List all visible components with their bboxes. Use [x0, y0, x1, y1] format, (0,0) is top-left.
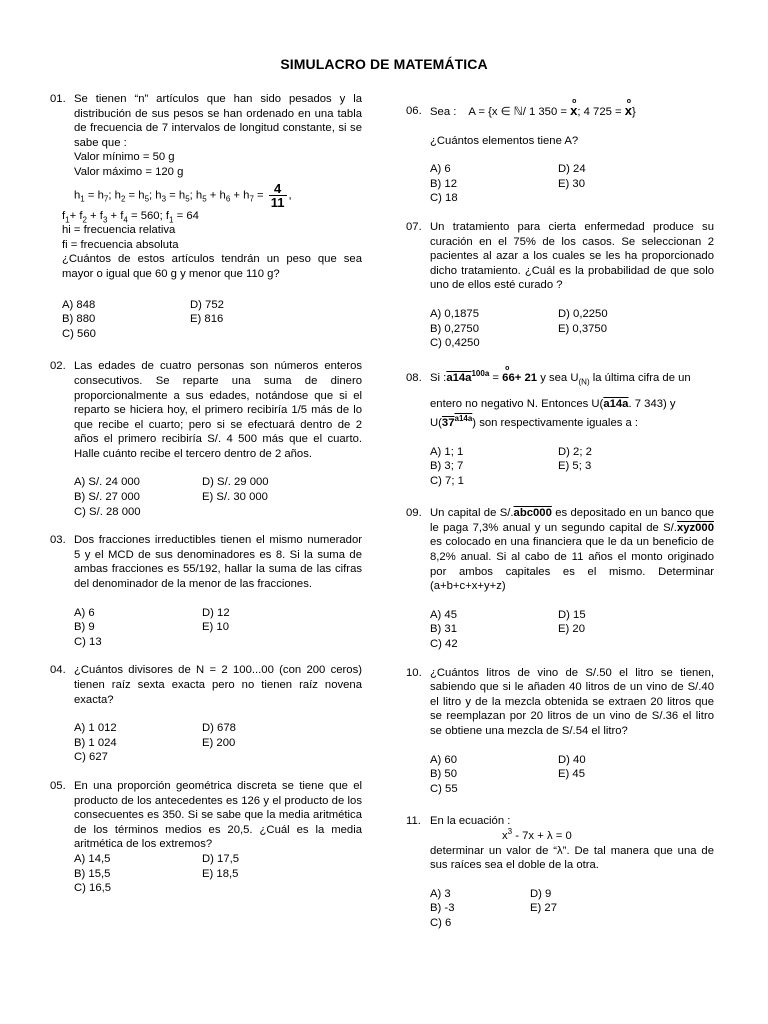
- question-number: 06.: [406, 105, 422, 117]
- question-01: [50, 92, 362, 341]
- option-d[interactable]: D) 12: [202, 606, 230, 619]
- question-lead: En la ecuación :: [430, 815, 511, 828]
- question-text: En una proporción geométrica discreta se tiene que el producto de los antecedentes es 126 y el producto de los consecuentes es 350. Si se sabe que la media aritmética de los términos medios es 20,5. ¿Cuál es la media aritmética de los extremos?: [74, 779, 362, 851]
- option-d[interactable]: D) S/. 29 000: [202, 476, 269, 489]
- question-06: [406, 104, 714, 206]
- option-b[interactable]: B) 9: [74, 621, 95, 634]
- option-d[interactable]: D) 24: [558, 163, 586, 176]
- option-c[interactable]: C) 55: [430, 782, 458, 795]
- option-e[interactable]: E) 27: [530, 902, 558, 915]
- question-text: determinar un valor de “λ”. De tal manera que una de sus raíces sea el doble de la otra.: [430, 844, 714, 872]
- answer-options: [430, 162, 714, 206]
- question-02: [50, 359, 362, 519]
- capital-xyz: xyz000: [676, 521, 714, 534]
- hi-definition: hi = frecuencia relativa: [62, 224, 176, 237]
- option-b[interactable]: B) 50: [430, 768, 458, 781]
- question-number: 03.: [50, 534, 66, 547]
- option-c[interactable]: C) 6: [430, 916, 452, 929]
- option-e[interactable]: E) 5; 3: [558, 460, 592, 473]
- option-c[interactable]: C) 7; 1: [430, 474, 464, 487]
- option-a[interactable]: A) 45: [430, 608, 458, 621]
- option-a[interactable]: A) S/. 24 000: [74, 476, 140, 489]
- option-a[interactable]: A) 848: [62, 298, 96, 311]
- option-e[interactable]: E) 200: [202, 736, 236, 749]
- question-05: [50, 779, 362, 896]
- page-title: SIMULACRO DE MATEMÁTICA: [280, 56, 488, 72]
- answer-options: [430, 608, 714, 652]
- option-d[interactable]: D) 678: [202, 722, 236, 735]
- question-line-1: Si $:a14a^{100a} = o$ 66+ 21 y sea $U_{(N)}$ la última cifra de un: [430, 371, 714, 386]
- option-b[interactable]: B) 880: [62, 313, 96, 326]
- answer-options: [74, 475, 362, 519]
- question-text: Dos fracciones irreductibles tienen el mismo numerador 5 y el MCD de sus denominadores es 8. Si la suma de ambas fracciones es 55/192, hallar la suma de las cifras del denominador de la menor de las fracciones.: [74, 534, 362, 591]
- option-b[interactable]: B) 1 024: [74, 736, 117, 749]
- question-number: 05.: [50, 779, 66, 792]
- capital-abc: abc000: [513, 507, 552, 520]
- option-d[interactable]: D) 2; 2: [558, 445, 592, 458]
- answer-options: [430, 307, 714, 351]
- option-b[interactable]: B) 15,5: [74, 867, 111, 880]
- question-08: [406, 368, 714, 489]
- question-11: [406, 814, 714, 930]
- option-a[interactable]: A) 14,5: [74, 852, 111, 865]
- answer-options: [74, 606, 362, 650]
- question-number: 08.: [406, 371, 422, 384]
- option-c[interactable]: C) 16,5: [74, 882, 112, 895]
- option-c[interactable]: C) 42: [430, 638, 458, 651]
- option-e[interactable]: E) 10: [202, 621, 230, 634]
- question-number: 04.: [50, 664, 66, 677]
- option-b[interactable]: B) 31: [430, 623, 458, 636]
- question-number: 02.: [50, 360, 66, 373]
- question-text: Las edades de cuatro personas son números enteros consecutivos. Se reparte una suma de dinero proporcionalmente a sus edades, notándose que si el reparto se hiciera hoy, el primero recibiría 1/5 más de lo que recibe el cuarto; pero si se efectuará dentro de 2 años el primero recibiría S/. 4 500 más que el cuarto. Halle cuánto recibe el tercero dentro de 2 años.: [74, 360, 362, 460]
- question-text: ¿Cuántos divisores de N = 2 100...00 (con 200 ceros) tienen raíz sexta exacta pero no tienen raíz novena exacta?: [74, 664, 362, 706]
- h-relation: $h_1 = h_7$; $h_2 = h_5$; $h_3 = h_5$; $h_5 + h_6 + h_7$ = $\frac{4}{11}$ ,: [74, 180, 292, 210]
- right-column: [406, 92, 714, 931]
- question-07: [406, 220, 714, 351]
- answer-options: [430, 887, 714, 931]
- option-b[interactable]: B) 3; 7: [430, 460, 464, 473]
- question-04: [50, 663, 362, 765]
- option-e[interactable]: E) 816: [190, 313, 224, 326]
- question-10: [406, 666, 714, 797]
- question-set: Sea : A = {x ∈ ℕ/ 1 350 = o x; 4 725 = o x}: [430, 104, 714, 120]
- option-c[interactable]: C) 0,4250: [430, 337, 480, 350]
- option-b[interactable]: B) -3: [430, 902, 455, 915]
- answer-options: [74, 852, 362, 896]
- option-a[interactable]: A) 1 012: [74, 722, 117, 735]
- option-b[interactable]: B) 0,2750: [430, 322, 479, 335]
- option-e[interactable]: E) 0,3750: [558, 322, 607, 335]
- option-a[interactable]: A) 0,1875: [430, 307, 479, 320]
- question-number: 09.: [406, 507, 422, 520]
- question-number: 11.: [406, 815, 421, 828]
- answer-options: [62, 298, 362, 342]
- option-d[interactable]: D) 17,5: [202, 852, 240, 865]
- equation: $x^3 - 7x + \lambda = 0$: [502, 827, 572, 842]
- question-ask: ¿Cuántos elementos tiene A?: [430, 134, 579, 147]
- option-a[interactable]: A) 3: [430, 887, 451, 900]
- option-a[interactable]: A) 60: [430, 753, 458, 766]
- option-e[interactable]: E) 45: [558, 768, 586, 781]
- option-d[interactable]: D) 15: [558, 608, 586, 621]
- option-e[interactable]: E) S/. 30 000: [202, 491, 268, 504]
- question-line-3: $U(37^{a14a})$ son respectivamente iguales a :: [430, 414, 639, 429]
- question-line-2: entero no negativo N. Entonces U(a14a. 7 343) y: [430, 398, 676, 411]
- option-d[interactable]: D) 9: [530, 887, 552, 900]
- option-a[interactable]: A) 6: [74, 606, 95, 619]
- question-text: Un tratamiento para cierta enfermedad produce su curación en el 75% de los casos. Se seleccionan 2 pacientes al azar a los cuales se les ha proporcionado dicho tratamiento. ¿Cuál es la probabilidad de que solo uno de ellos esté curado ?: [430, 220, 714, 292]
- question-ask: ¿Cuántos de estos artículos tendrán un peso que sea mayor o igual que 60 g y menor que 110 g?: [62, 253, 362, 280]
- option-c[interactable]: C) 18: [430, 192, 458, 205]
- option-c[interactable]: C) 560: [62, 327, 96, 340]
- question-09: [406, 506, 714, 651]
- option-d[interactable]: D) 752: [190, 298, 224, 311]
- question-number: 01.: [50, 93, 66, 105]
- fraction: $\frac{4}{11}$: [270, 180, 285, 210]
- min-value: Valor mínimo = 50 g: [74, 151, 175, 164]
- base-x: o x: [570, 104, 577, 119]
- answer-options: [74, 721, 362, 765]
- question-03: [50, 533, 362, 649]
- option-b[interactable]: B) S/. 27 000: [74, 491, 140, 504]
- option-b[interactable]: B) 12: [430, 177, 458, 190]
- option-e[interactable]: E) 20: [558, 623, 586, 636]
- option-c[interactable]: C) 627: [74, 751, 108, 764]
- option-a[interactable]: A) 1; 1: [430, 445, 464, 458]
- option-e[interactable]: E) 18,5: [202, 867, 239, 880]
- option-c[interactable]: C) 13: [74, 635, 102, 648]
- answer-options: [430, 753, 714, 797]
- question-text: ¿Cuántos litros de vino de S/.50 el litro se tienen, sabiendo que si le añaden 40 litros de un vino de S/.40 el litro y de la mezcla obtenida se extraen 20 litros que se reemplazan por 20 litros de un vino de S/.36 el litro se obtiene una mezcla de S/.54 el litro?: [430, 666, 714, 737]
- fi-definition: fi = frecuencia absoluta: [62, 238, 179, 251]
- question-text: Se tienen “n” artículos que han sido pesados y la distribución de sus pesos se han ordenado en una tabla de frecuencia de 7 intervalos de longitud constante, si se sabe que :: [74, 93, 362, 149]
- option-d[interactable]: D) 40: [558, 753, 586, 766]
- option-d[interactable]: D) 0,2250: [558, 307, 608, 320]
- base-x: o x: [625, 104, 632, 119]
- max-value: Valor máximo = 120 g: [74, 165, 184, 178]
- f-relation: $f_1+ f_2 + f_3 + f_4 = 560$; $f_1 = 64$: [62, 209, 199, 224]
- question-number: 10.: [406, 666, 422, 679]
- option-e[interactable]: E) 30: [558, 177, 586, 190]
- left-column: [50, 92, 362, 896]
- question-text: Un capital de S/.abc000 es depositado en un banco que le paga 7,3% anual y un segundo capital de S/.xyz000 es colocado en una financiera que le da un beneficio de 8,2% anual. Si al cabo de 11 años el monto originado por ambos capitales es el mismo. Determinar (a+b+c+x+y+z): [430, 507, 714, 593]
- answer-options: [430, 445, 714, 489]
- option-a[interactable]: A) 6: [430, 163, 451, 176]
- option-c[interactable]: C) S/. 28 000: [74, 505, 141, 518]
- question-number: 07.: [406, 220, 422, 233]
